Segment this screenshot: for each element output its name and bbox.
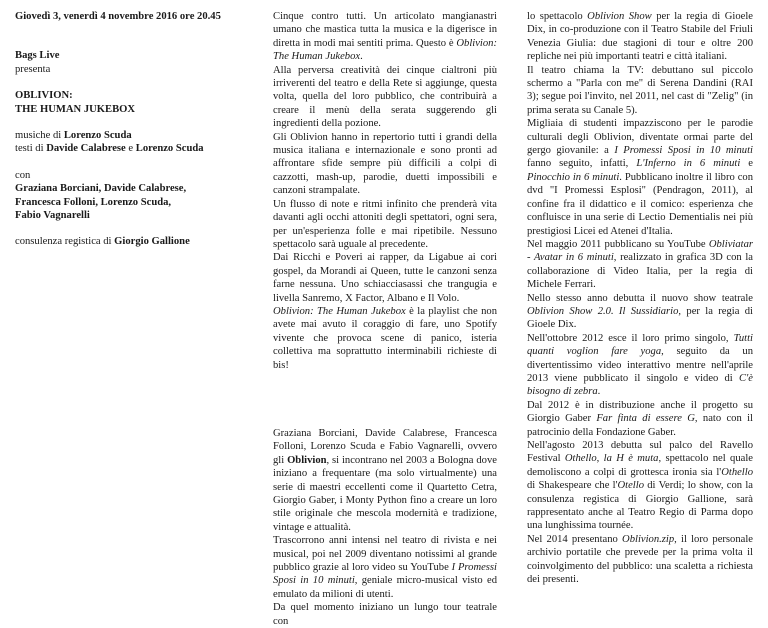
paragraph: Da quel momento iniziano un lungo tour teatrale con [273,602,497,627]
paragraph: Gli Oblivion hanno in repertorio tutti i grandi della musica italiana e internazionale e sono pronti ad affrontare sfide sempre più difficili a colpi di cazzotti, mash-up, parodie, duetti impossibili e canzoni strampalate. [273,131,497,197]
producer-name: Bags Live [15,50,60,62]
paragraph: Un flusso di note e ritmi infinito che prenderà vita davanti agli occhi attoniti degli spettatori, ogni sera, per un'esperienza folle e mai ripetibile. Nessuno spettacolo sarà uguale al precedente. [273,198,497,250]
history-column [527,10,753,586]
paragraph: Cinque contro tutti. Un articolato mangianastri umano che mastica tutta la musica e la digerisce in diretta in modi mai sentiti prima. Questo è Oblivion: The Human Jukebox. [273,11,497,63]
description-column [273,10,497,628]
texts-credit-and: e [125,143,136,155]
performance-dates: Giovedì 3, venerdì 4 novembre 2016 ore 20.45 [15,11,221,22]
paragraph: Nell'agosto 2013 debutta sul palco del Ravello Festival Othello, la H è muta, spettacolo nel quale demoliscono a colpi di grottesca ironia sia l'Othello di Shakespeare che l'Otello di Verdi; lo show, con la consulenza registica di Giorgio Gallione, sarà rappresentato anche al Teatro Regio di Parma dopo una lunghissima tournée. [527,440,753,532]
direction-credit [15,235,250,248]
paragraph: Il teatro chiama la TV: debuttano sul piccolo schermo a "Parla con me" di Serena Dandini (RAI 3); segue poi l'invito, nel 2011, nel cast di "Zelig" (in prima serata su Canale 5). [527,64,753,116]
presents-label: presenta [15,63,51,75]
cast-line2: Francesca Folloni, Lorenzo Scuda, [15,196,172,208]
paragraph: Alla perversa creatività dei cinque cialtroni più irriverenti del teatro e della Rete si aggiunge, questa volta, quella del loro pubblico, che contribuirà a creare il menù della serata suggerendo gli ingredienti della pozione. [273,64,497,130]
music-credit-name: Lorenzo Scuda [63,130,132,142]
texts-credit [15,142,250,155]
paragraph: Migliaia di studenti impazziscono per le parodie culturali degli Oblivion, diventate ormai parte del gergo giovanile: a I Promessi Sposi in 10 minuti fanno seguito, infatti, L'Inferno in 6 minuti e Pinocchio in 6 minuti. Pubblicano inoltre il libro con dvd "I Promessi Esplosi" (Pendragon, 2011), al confine fra il didattico e il comico: esperienza che confluisce in una serie di Lectio Dementialis nei più prestigiosi Licei ed Atenei d'Italia. [527,118,754,237]
music-credit-label: musiche di [15,130,64,142]
cast-label: con [15,169,31,181]
paragraph: Nel 2014 presentano Oblivion.zip, il loro personale archivio portatile che prevede per la prima volta il coinvolgimento del pubblico: una scaletta a richiesta dei presenti. [527,533,753,586]
paragraph: Dal 2012 è in distribuzione anche il progetto su Giorgio Gaber Far finta di essere G, nato con il patrocinio della Fondazione Gaber. [527,399,753,438]
cast-line1: Graziana Borciani, Davide Calabrese, [15,183,187,195]
paragraph: Trascorrono anni intensi nel teatro di rivista e nei musical, poi nel 2009 diventano notissimi al grande pubblico grazie al loro video su YouTube I Promessi Sposi in 10 minuti, geniale micro-musical visto ed emulato da milioni di utenti. [273,535,497,600]
paragraph: Dai Ricchi e Poveri ai rapper, da Ligabue ai cori gospel, da Morandi ai Queen, tutte le canzoni senza farne nessuna. Uno schiacciasassi che trangugia e livella Sanremo, X Factor, Albano e Il Volo. [273,252,497,304]
show-title-line2: THE HUMAN JUKEBOX [15,103,136,115]
music-credit [15,129,250,142]
paragraph: Nel maggio 2011 pubblicano su YouTube Obliviatar - Avatar in 6 minuti, realizzato in grafica 3D con la collaborazione di Video Italia, per la regia di Michele Ferrari. [527,238,753,291]
paragraph: Oblivion: The Human Jukebox è la playlist che non avete mai avuto il coraggio di fare, uno Spotify vivente che provoca scene di panico, isteria collettiva ma soprattutto interminabili richieste di bis! [273,305,498,371]
show-title-line1: OBLIVION: [15,90,73,102]
cast-line3: Fabio Vagnarelli [15,210,90,222]
texts-credit-name1: Davide Calabrese [46,143,126,155]
direction-credit-name: Giorgio Gallione [114,236,190,248]
paragraph: Graziana Borciani, Davide Calabrese, Francesca Folloni, Lorenzo Scuda e Fabio Vagnarelli, ovvero gli Oblivion, si incontrano nel 2003 a Bologna dove iniziano a frequentare (ma solo virtualmente) una serie di maestri eccellenti come il Quartetto Cetra, Giorgio Gaber, i Monty Python fino a creare un loro stile originale che mescola modernità e tradizione, vintage e attualità. [273,427,497,533]
paragraph: lo spettacolo Oblivion Show per la regia di Gioele Dix, in co-produzione con il Teatro Stabile del Friuli Venezia Giulia: due stagioni di tour e oltre 200 repliche nei più importanti teatri e città italiani. [527,11,753,63]
paragraph: Nello stesso anno debutta il nuovo show teatrale Oblivion Show 2.0. Il Sussidiario, per la regia di Gioele Dix. [527,292,753,331]
credits-column [15,10,250,249]
texts-credit-name2: Lorenzo Scuda [135,143,204,155]
texts-credit-label: testi di [15,143,47,155]
paragraph: Nell'ottobre 2012 esce il loro primo singolo, Tutti quanti voglion fare yoga, seguito da un divertentissimo video interattivo mentre nell'aprile 2013 viene pubblicato il singolo e video di C'è bisogno di zebra. [527,332,753,398]
direction-credit-label: consulenza registica di [15,236,115,248]
